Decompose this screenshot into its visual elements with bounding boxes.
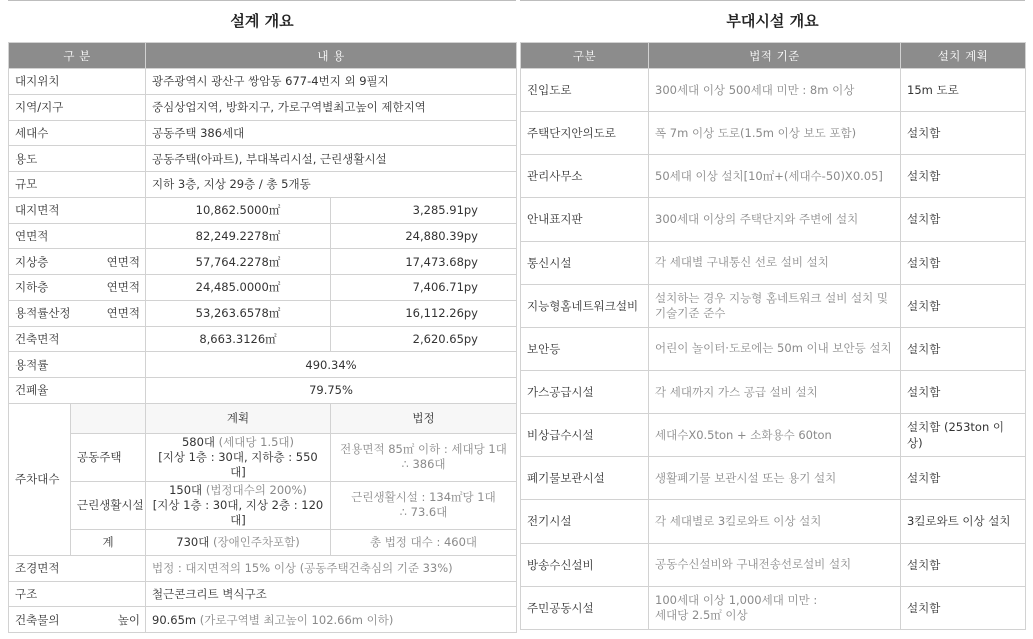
- area-m2: 82,249.2278㎡: [146, 223, 331, 249]
- header-category: 구분: [521, 43, 649, 69]
- parking-plan-detail: [지상 1층 : 30대, 지하층 : 550대]: [158, 449, 318, 479]
- facility-standard-line1: 300세대 이상의 주택단지와 주변에 설치: [655, 211, 859, 226]
- height-main: 90.65m: [152, 612, 197, 627]
- row-value: 공동주택(아파트), 부대복리시설, 근린생활시설: [146, 146, 517, 172]
- facility-label: 진입도로: [521, 69, 649, 112]
- table-row: [9, 69, 517, 95]
- row-label: 대지위치: [9, 69, 146, 95]
- facility-plan: 설치함: [901, 327, 1026, 370]
- row-label: 대지면적: [9, 197, 146, 223]
- row-label: 구조: [9, 581, 146, 607]
- parking-legal-result: ∴ 386대: [401, 457, 446, 472]
- table-row: [521, 69, 1026, 112]
- table-row: [521, 327, 1026, 370]
- facility-plan: 설치함: [901, 112, 1026, 155]
- facility-plan: 설치함: [901, 586, 1026, 629]
- design-overview-table: [8, 42, 517, 633]
- parking-total-plan-note: (장애인주차포함): [212, 535, 300, 550]
- parking-plan-detail: [지상 1층 : 30대, 지상 2층 : 120대]: [152, 497, 324, 527]
- area-m2: 53,263.6578㎡: [146, 300, 331, 326]
- parking-header-row: [9, 403, 517, 433]
- table-row: [521, 370, 1026, 413]
- facility-label: 주택단지안의도로: [521, 112, 649, 155]
- facility-standard: [649, 327, 901, 370]
- parking-row-label: 근린생활시설: [71, 481, 146, 529]
- header-content: 내 용: [146, 43, 517, 69]
- facility-standard: [649, 155, 901, 198]
- facility-plan: 설치함: [901, 198, 1026, 241]
- parking-total-plan: [146, 529, 331, 555]
- ratio-row: [9, 352, 517, 378]
- facilities-overview-title: 부대시설 개요: [520, 0, 1025, 42]
- facility-plan: 설치함 (253ton 이상): [901, 414, 1026, 457]
- facility-plan: 15m 도로: [901, 69, 1026, 112]
- facility-standard-line1: 각 세대별 구내통신 선로 설비 설치: [655, 255, 829, 270]
- parking-plan: [146, 481, 331, 529]
- area-py: 16,112.26py: [331, 300, 517, 326]
- row-label: 연면적: [9, 223, 146, 249]
- parking-plan-main: 580대: [181, 434, 216, 449]
- header-legal-standard: 법적 기준: [649, 43, 901, 69]
- row-value: 중심상업지역, 방화지구, 가로구역별최고높이 제한지역: [146, 94, 517, 120]
- parking-plan: [146, 433, 331, 481]
- ratio-value: 490.34%: [146, 352, 517, 378]
- facility-label: 가스공급시설: [521, 370, 649, 413]
- header-category: 구 분: [9, 43, 146, 69]
- area-py: 2,620.65py: [331, 326, 517, 352]
- area-m2: 8,663.3126㎡: [146, 326, 331, 352]
- area-row: [9, 300, 517, 326]
- facility-standard-line2: 세대당 2.5㎡ 이상: [655, 607, 748, 622]
- area-m2: 10,862.5000㎡: [146, 197, 331, 223]
- parking-legal: [331, 481, 517, 529]
- area-py: 7,406.71py: [331, 275, 517, 301]
- facility-standard: [649, 586, 901, 629]
- facility-label: 전기시설: [521, 500, 649, 543]
- area-py: 17,473.68py: [331, 249, 517, 275]
- parking-legal: [331, 433, 517, 481]
- facility-label: 폐기물보관시설: [521, 457, 649, 500]
- facility-plan: 설치함: [901, 155, 1026, 198]
- parking-plan-main: 150대: [169, 482, 203, 497]
- facility-standard-line1: 공동수신설비와 구내전송선로설비 설치: [655, 557, 852, 572]
- area-m2: 24,485.0000㎡: [146, 275, 331, 301]
- row-value: [146, 607, 517, 633]
- design-overview-title: 설계 개요: [8, 0, 516, 42]
- parking-row: [9, 433, 517, 481]
- parking-row-label: 공동주택: [71, 433, 146, 481]
- facility-standard: [649, 284, 901, 327]
- row-label: 용적률산정 연면적: [9, 300, 146, 326]
- row-value: 공동주택 386세대: [146, 120, 517, 146]
- facilities-table: [520, 42, 1026, 630]
- area-row: [9, 249, 517, 275]
- table-row: [9, 581, 517, 607]
- row-label: 용적률: [9, 352, 146, 378]
- area-row: [9, 275, 517, 301]
- table-row: [9, 146, 517, 172]
- design-overview-panel: [8, 0, 516, 633]
- area-py: 24,880.39py: [331, 223, 517, 249]
- parking-total-label: 계: [71, 529, 146, 555]
- area-row: [9, 223, 517, 249]
- facility-standard-line1: 각 세대까지 가스 공급 설비 설치: [655, 384, 818, 399]
- parking-total-legal: 총 법정 대수 : 460대: [331, 529, 517, 555]
- facility-standard-line1: 생활폐기물 보관시설 또는 용기 설치: [655, 470, 837, 485]
- table-row: [521, 241, 1026, 284]
- facility-standard: [649, 414, 901, 457]
- row-label: 지하층 연면적: [9, 275, 146, 301]
- facility-plan: 설치함: [901, 241, 1026, 284]
- facility-label: 방송수신설비: [521, 543, 649, 586]
- row-label: 조경면적: [9, 555, 146, 581]
- facility-label: 비상급수시설: [521, 414, 649, 457]
- row-label: 용도: [9, 146, 146, 172]
- parking-legal-rule: 근린생활시설 : 134㎡당 1대: [351, 490, 496, 505]
- row-value: 법정 : 대지면적의 15% 이상 (공동주택건축심의 기준 33%): [146, 555, 517, 581]
- facility-plan: 3킬로와트 이상 설치: [901, 500, 1026, 543]
- ratio-row: [9, 378, 517, 404]
- facility-standard: [649, 457, 901, 500]
- facility-label: 주민공동시설: [521, 586, 649, 629]
- parking-plan-note: (법정대수의 200%): [205, 482, 307, 497]
- table-row: [521, 112, 1026, 155]
- facility-standard: [649, 69, 901, 112]
- facility-standard: [649, 370, 901, 413]
- row-value: 지하 3층, 지상 29층 / 총 5개동: [146, 172, 517, 198]
- area-row: [9, 326, 517, 352]
- parking-total-plan-main: 730대: [176, 535, 210, 550]
- parking-col-legal: 법정: [331, 403, 517, 433]
- row-label: 규모: [9, 172, 146, 198]
- area-py: 3,285.91py: [331, 197, 517, 223]
- row-label: 건축물의 높이: [9, 607, 146, 633]
- table-row: [9, 120, 517, 146]
- table-row: [521, 198, 1026, 241]
- facility-standard-line1: 100세대 이상 1,000세대 미만 :: [655, 592, 818, 607]
- facility-standard: [649, 500, 901, 543]
- table-row: [9, 172, 517, 198]
- parking-total-row: [9, 529, 517, 555]
- table-row: [9, 555, 517, 581]
- facility-plan: 설치함: [901, 370, 1026, 413]
- parking-header-blank: [71, 403, 146, 433]
- facility-standard: [649, 112, 901, 155]
- facility-standard-line1: 50세대 이상 설치[10㎡+(세대수-50)X0.05]: [655, 168, 883, 183]
- parking-label: 주차대수: [9, 403, 71, 555]
- facility-label: 보안등: [521, 327, 649, 370]
- area-m2: 57,764.2278㎡: [146, 249, 331, 275]
- facility-standard: [649, 241, 901, 284]
- facility-standard-line2: 기술기준 준수: [655, 305, 726, 320]
- facility-label: 관리사무소: [521, 155, 649, 198]
- facility-standard-line1: 세대수X0.5ton + 소화용수 60ton: [655, 427, 832, 442]
- ratio-value: 79.75%: [146, 378, 517, 404]
- parking-legal-result: ∴ 73.6대: [399, 505, 448, 520]
- facility-plan: 설치함: [901, 457, 1026, 500]
- facility-label: 통신시설: [521, 241, 649, 284]
- table-row: [521, 457, 1026, 500]
- facility-standard-line1: 각 세대별로 3킬로와트 이상 설치: [655, 513, 822, 528]
- facility-standard-line1: 300세대 이상 500세대 미만 : 8m 이상: [655, 82, 855, 97]
- row-value: 광주광역시 광산구 쌍암동 677-4번지 외 9필지: [146, 69, 517, 95]
- row-label: 세대수: [9, 120, 146, 146]
- parking-row: [9, 481, 517, 529]
- table-row: [521, 414, 1026, 457]
- row-value: 철근콘크리트 벽식구조: [146, 581, 517, 607]
- table-row: [521, 586, 1026, 629]
- row-label: 지상층 연면적: [9, 249, 146, 275]
- facility-standard-line1: 어린이 놀이터·도로에는 50m 이내 보안등 설치: [655, 341, 892, 356]
- facility-label: 지능형홈네트워크설비: [521, 284, 649, 327]
- parking-plan-note: (세대당 1.5대): [218, 434, 295, 449]
- facility-standard: [649, 543, 901, 586]
- parking-legal-rule: 전용면적 85㎡ 이하 : 세대당 1대: [340, 442, 507, 457]
- facility-standard: [649, 198, 901, 241]
- facility-plan: 설치함: [901, 284, 1026, 327]
- table-row: [521, 155, 1026, 198]
- height-note: (가로구역별 최고높이 102.66m 이하): [199, 612, 394, 627]
- facility-plan: 설치함: [901, 543, 1026, 586]
- facility-standard-line1: 설치하는 경우 지능형 홈네트워크 설비 설치 및: [655, 290, 889, 305]
- row-label: 건폐율: [9, 378, 146, 404]
- table-row: [521, 543, 1026, 586]
- area-row: [9, 197, 517, 223]
- parking-col-plan: 계획: [146, 403, 331, 433]
- row-label: 지역/지구: [9, 94, 146, 120]
- table-row: [9, 607, 517, 633]
- header-installation-plan: 설치 계획: [901, 43, 1026, 69]
- facility-standard-line1: 폭 7m 이상 도로(1.5m 이상 보도 포함): [655, 125, 857, 140]
- table-row: [521, 284, 1026, 327]
- facilities-overview-panel: [520, 0, 1025, 630]
- table-row: [9, 94, 517, 120]
- table-row: [521, 500, 1026, 543]
- row-label: 건축면적: [9, 326, 146, 352]
- facility-label: 안내표지판: [521, 198, 649, 241]
